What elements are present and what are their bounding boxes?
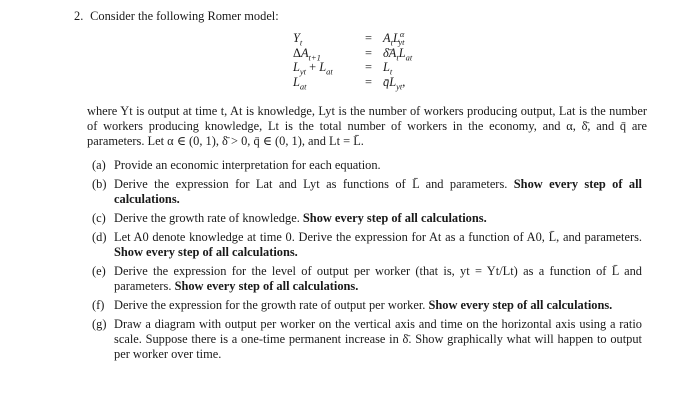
part-d: [92, 230, 642, 260]
part-label: (a): [92, 158, 106, 172]
description-paragraph: [87, 104, 647, 149]
part-label: (b): [92, 177, 107, 191]
eq-lhs: $\Delta A_{t+1}$: [293, 45, 321, 62]
question-number: 2.: [74, 9, 84, 23]
eq-rhs: $L_t$: [383, 60, 393, 77]
part-text: Derive the growth rate of knowledge. Show every step of all calculations.: [114, 211, 487, 225]
eq-sign: =: [365, 60, 372, 74]
part-text: Provide an economic interpretation for each equation.: [114, 158, 381, 172]
question-heading: [74, 9, 279, 24]
question-parts: [92, 158, 642, 366]
part-label: (e): [92, 264, 106, 278]
part-g: [92, 317, 642, 362]
eq-rhs: $A_tL^\alpha_{yt}$: [383, 28, 405, 48]
part-e: [92, 264, 642, 294]
part-c: [92, 211, 642, 226]
part-text: Draw a diagram with output per worker on the vertical axis and time on the horizontal axis using a ratio scale. Suppose there is a one-time permanent increase in δ̄. Show graphically what will happen to output per worker over time.: [114, 317, 642, 361]
part-b: [92, 177, 642, 207]
eq-sign: =: [365, 31, 372, 45]
part-text: Let A0 denote knowledge at time 0. Derive the expression for At as a function of A0, L̄, and parameters. Show every step of all calculations.: [114, 230, 642, 259]
eq-sign: =: [365, 74, 372, 89]
part-f: [92, 298, 642, 313]
part-label: (f): [92, 298, 105, 312]
part-text: Derive the expression for Lat and Lyt as functions of L̄ and parameters. Show every step of all calculations.: [114, 177, 642, 206]
description-text: where Yt is output at time t, At is knowledge, Lyt is the number of workers producing output, Lat is the number of workers producing knowledge, Lt is the total number of workers in the economy, and α, δ̄, and q̄ are parameters. Let α ∈ (0, 1), δ̄ > 0, q̄ ∈ (0, 1), and Lt = L̄.: [87, 104, 647, 148]
eq-sign: =: [365, 45, 372, 60]
eq-lhs: $L_{yt} + L_{at}$: [293, 60, 333, 77]
eq-rhs: $q̄L_{yt}$,: [383, 74, 406, 91]
eq-lhs: $L_{at}$: [293, 74, 307, 91]
part-label: (c): [92, 211, 106, 225]
part-text: Derive the expression for the level of output per worker (that is, yt = Yt/Lt) as a function of L̄ and parameters. Show every step of all calculations.: [114, 264, 642, 293]
part-label: (g): [92, 317, 107, 331]
eq-rhs: $\deltāA_tL_{at}$: [383, 45, 413, 62]
question-intro: Consider the following Romer model:: [90, 9, 279, 23]
part-label: (d): [92, 230, 107, 244]
part-text: Derive the expression for the growth rate of output per worker. Show every step of all calculations.: [114, 298, 613, 312]
eq-lhs: $Y_t$: [293, 31, 303, 48]
part-a: [92, 158, 642, 173]
